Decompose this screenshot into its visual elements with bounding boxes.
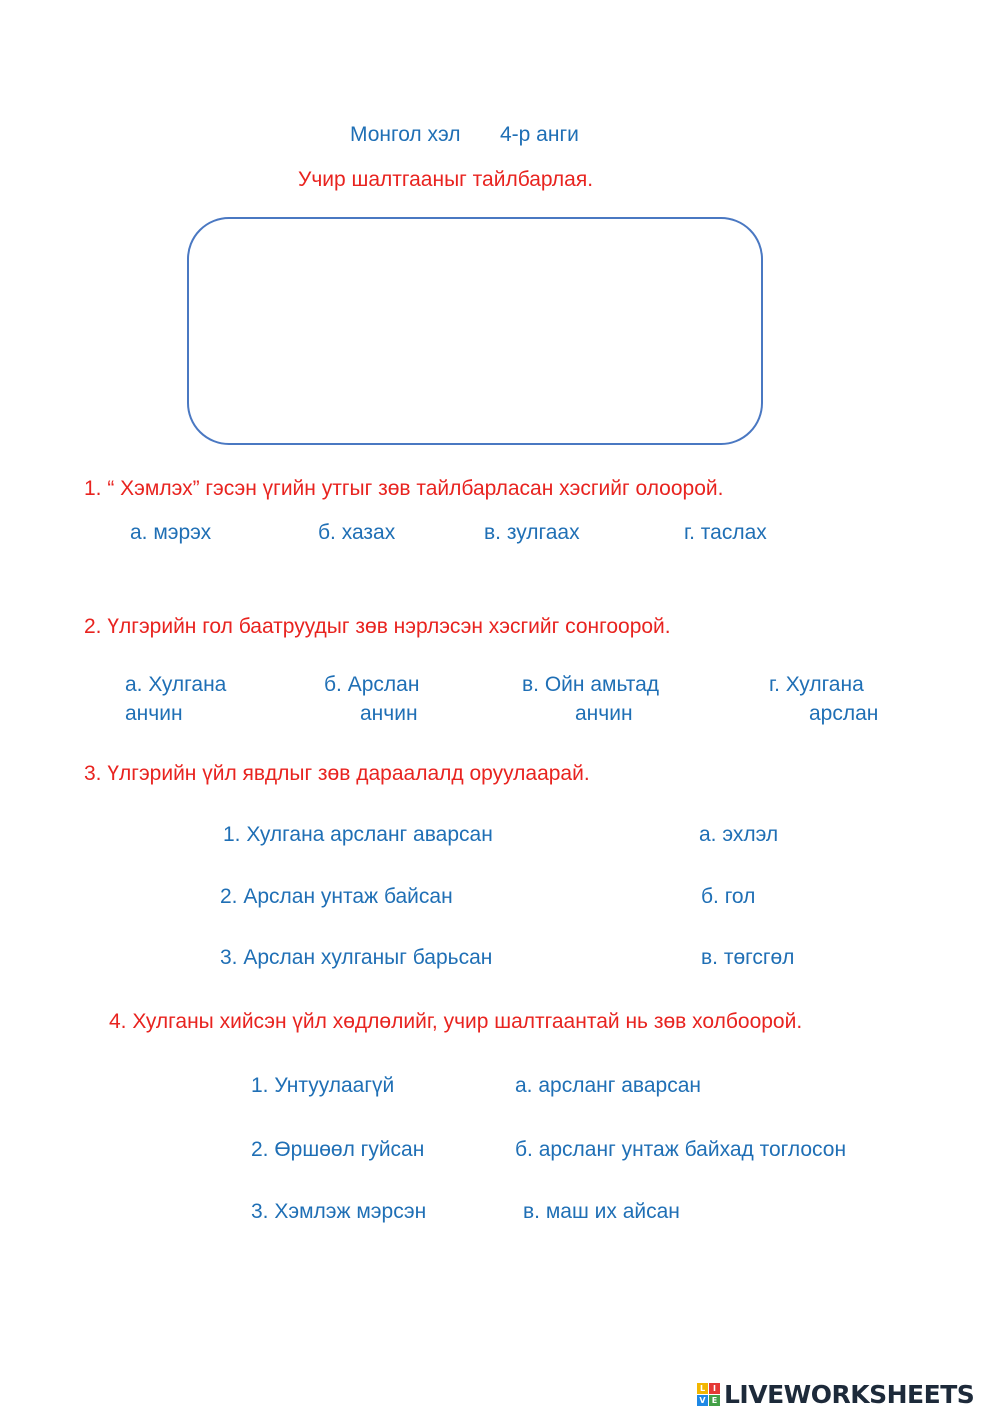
q3-item-1[interactable]: 1. Хулгана арсланг аварсан xyxy=(223,823,493,846)
q3-item-3[interactable]: 3. Арслан хулганыг барьсан xyxy=(220,946,493,969)
q1-option-c[interactable]: в. зулгаах xyxy=(484,521,580,544)
q3-answer-b[interactable]: б. гол xyxy=(701,885,756,908)
q1-option-d[interactable]: г. таслах xyxy=(684,521,767,544)
q2-option-d-line2[interactable]: арслан xyxy=(809,702,879,725)
logo-icon xyxy=(697,1383,720,1406)
q2-option-c-line2[interactable]: анчин xyxy=(575,702,633,725)
q2-option-a-line2[interactable]: анчин xyxy=(125,702,183,725)
logo-letter-i: I xyxy=(709,1383,720,1394)
question-4: 4. Хулганы хийсэн үйл хөдлөлийг, учир шалтгаантай нь зөв холбоорой. xyxy=(109,1010,803,1033)
q4-item-2[interactable]: 2. Өршөөл гуйсан xyxy=(251,1138,425,1161)
q1-option-b[interactable]: б. хазах xyxy=(318,521,396,544)
q2-option-a-line1[interactable]: а. Хулгана xyxy=(125,673,227,696)
q2-option-b-line1[interactable]: б. Арслан xyxy=(324,673,420,696)
logo-letter-e: E xyxy=(709,1395,720,1406)
q3-item-2[interactable]: 2. Арслан унтаж байсан xyxy=(220,885,453,908)
liveworksheets-logo[interactable] xyxy=(697,1378,974,1410)
subject-title: Монгол хэл xyxy=(350,123,461,146)
brand-name: LIVEWORKSHEETS xyxy=(724,1379,975,1409)
question-1: 1. “ Хэмлэх” гэсэн үгийн утгыг зөв тайлбарласан хэсгийг олоорой. xyxy=(84,477,724,500)
q3-answer-a[interactable]: а. эхлэл xyxy=(699,823,779,846)
q3-answer-c[interactable]: в. төгсгөл xyxy=(701,946,795,969)
q2-option-d-line1[interactable]: г. Хулгана xyxy=(769,673,864,696)
instruction-title: Учир шалтгааныг тайлбарлая. xyxy=(298,168,594,191)
q4-item-1[interactable]: 1. Унтуулаагүй xyxy=(251,1074,395,1097)
grade-title: 4-р анги xyxy=(500,123,579,146)
answer-box[interactable] xyxy=(187,217,763,445)
logo-letter-l: L xyxy=(697,1383,708,1394)
q4-answer-b[interactable]: б. арсланг унтаж байхад тоглосон xyxy=(515,1138,847,1161)
q1-option-a[interactable]: а. мэрэх xyxy=(130,521,212,544)
q2-option-b-line2[interactable]: анчин xyxy=(360,702,418,725)
q4-answer-a[interactable]: а. арсланг аварсан xyxy=(515,1074,701,1097)
question-2: 2. Үлгэрийн гол баатруудыг зөв нэрлэсэн хэсгийг сонгоорой. xyxy=(84,615,671,638)
q4-answer-c[interactable]: в. маш их айсан xyxy=(523,1200,680,1223)
q2-option-c-line1[interactable]: в. Ойн амьтад xyxy=(522,673,660,696)
question-3: 3. Үлгэрийн үйл явдлыг зөв дараалалд оруулаарай. xyxy=(84,762,590,785)
logo-letter-v: V xyxy=(697,1395,708,1406)
q4-item-3[interactable]: 3. Хэмлэж мэрсэн xyxy=(251,1200,427,1223)
